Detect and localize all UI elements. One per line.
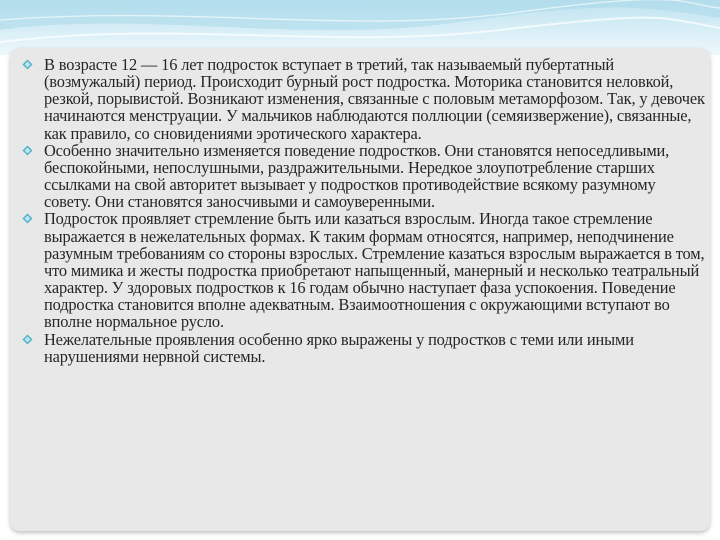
bullet-item [22, 142, 706, 211]
bullet-item [22, 56, 706, 142]
bullet-item [22, 331, 706, 365]
bullet-list [22, 56, 706, 365]
bullet-item [22, 210, 706, 330]
header-band [0, 0, 720, 55]
bullet-text: В возрасте 12 — 16 лет подросток вступает в третий, так называемый пубертатный (возмужалый) период. Происходит бурный рост подростка. Моторика становится неловкой, резкой, порывистой. Возникают изменения, связанные с половым метаморфозом. Так, у девочек начинаются менструации. У мальчиков наблюдаются поллюции (семяизвержение), связанные, как правило, со сновидениями эротического характера. [44, 55, 705, 143]
bullet-text: Подросток проявляет стремление быть или казаться взрослым. Иногда такое стремление выражается в нежелательных формах. К таким формам относятся, например, неподчинение разумным требованиям со стороны взрослых. Стремление казаться взрослым выражается в том, что мимика и жесты подростка приобретают напыщенный, манерный и несколько театральный характер. У здоровых подростков к 16 годам обычно наступает фаза успокоения. Поведение подростка становится вполне адекватным. Взаимоотношения с окружающими вступают во вполне нормальное русло. [44, 209, 705, 332]
diamond-bullet-icon [22, 59, 33, 70]
bullet-text: Особенно значительно изменяется поведение подростков. Они становятся непоседливыми, беспокойными, непослушными, раздражительными. Нередкое злоупотребление старших ссылками на свой авторитет вызывает у подростков противодействие всякому разумному совету. Они становятся заносчивыми и самоуверенными. [44, 140, 670, 212]
diamond-bullet-icon [22, 145, 33, 156]
diamond-bullet-icon [22, 213, 33, 224]
diamond-bullet-icon [22, 334, 33, 345]
header-wave-decoration [0, 0, 720, 55]
bullet-text: Нежелательные проявления особенно ярко выражены у подростков с теми или иными нарушениями нервной системы. [44, 329, 634, 366]
